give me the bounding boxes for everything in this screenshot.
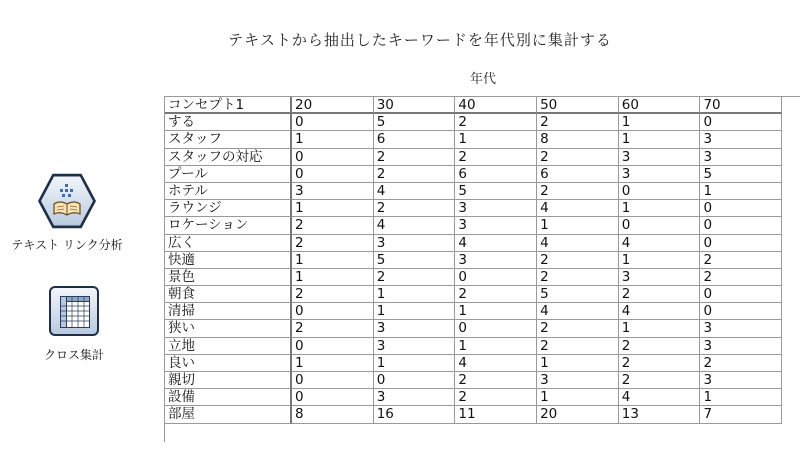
value-cell: 6 [374,131,456,148]
value-cell: 2 [455,149,537,166]
value-cell: 1 [619,252,701,269]
row-header-cell: 設備 [165,389,292,406]
value-cell: 6 [537,166,619,183]
value-cell: 3 [700,149,782,166]
value-cell: 0 [700,200,782,217]
value-cell: 4 [619,235,701,252]
value-cell: 0 [292,389,374,406]
value-cell: 4 [619,389,701,406]
value-cell: 3 [700,338,782,355]
value-cell: 0 [292,303,374,320]
value-cell: 3 [700,372,782,389]
value-cell: 6 [455,166,537,183]
value-cell: 1 [455,131,537,148]
table-row [165,131,782,148]
table-row [165,406,782,423]
value-cell: 3 [700,131,782,148]
value-cell: 3 [537,372,619,389]
value-cell: 1 [700,183,782,200]
row-header-cell: スタッフの対応 [165,149,292,166]
text-link-analysis-icon [38,172,96,230]
value-cell: 2 [619,338,701,355]
value-cell: 0 [292,372,374,389]
value-cell: 2 [700,269,782,286]
value-cell: 1 [292,355,374,372]
value-cell: 1 [619,131,701,148]
value-cell: 4 [619,303,701,320]
value-cell: 2 [537,183,619,200]
value-cell: 3 [455,252,537,269]
table-row [165,389,782,406]
value-cell: 8 [292,406,374,423]
value-cell: 4 [537,200,619,217]
value-cell: 2 [455,389,537,406]
value-cell: 0 [619,217,701,234]
value-cell: 3 [374,235,456,252]
value-cell: 5 [374,114,456,131]
value-cell: 1 [374,303,456,320]
value-cell: 2 [537,252,619,269]
value-cell: 2 [537,149,619,166]
value-cell: 3 [455,217,537,234]
column-header: 60 [619,97,701,114]
table-row [165,183,782,200]
text-link-analysis-label: テキスト リンク分析 [11,238,123,252]
value-cell: 3 [619,269,701,286]
value-cell: 2 [292,320,374,337]
value-cell: 5 [455,183,537,200]
corner-cell: コンセプト1 [165,97,292,114]
value-cell: 2 [537,320,619,337]
column-group-header: 年代 [470,72,497,87]
table-row [165,269,782,286]
value-cell: 0 [700,114,782,131]
row-header-cell: プール [165,166,292,183]
value-cell: 0 [700,235,782,252]
page-title: テキストから抽出したキーワードを年代別に集計する [228,31,612,49]
value-cell: 2 [292,235,374,252]
table-row [165,114,782,131]
value-cell: 4 [537,303,619,320]
row-header-cell: スタッフ [165,131,292,148]
value-cell: 2 [700,252,782,269]
value-cell: 1 [292,131,374,148]
value-cell: 3 [700,320,782,337]
value-cell: 1 [537,355,619,372]
value-cell: 2 [455,286,537,303]
column-header: 20 [292,97,374,114]
value-cell: 0 [292,166,374,183]
row-header-cell: 部屋 [165,406,292,423]
crosstab-node[interactable] [24,286,124,363]
table-row [165,200,782,217]
table-row [165,338,782,355]
value-cell: 13 [619,406,701,423]
row-header-cell: ラウンジ [165,200,292,217]
row-header-cell: 清掃 [165,303,292,320]
table-row [165,166,782,183]
value-cell: 2 [374,166,456,183]
row-header-cell: 良い [165,355,292,372]
value-cell: 8 [537,131,619,148]
row-header-cell: 狭い [165,320,292,337]
row-header-cell: 親切 [165,372,292,389]
row-header-cell: 景色 [165,269,292,286]
value-cell: 1 [292,200,374,217]
row-header-cell: 立地 [165,338,292,355]
column-header: 50 [537,97,619,114]
table-row [165,372,782,389]
value-cell: 1 [374,286,456,303]
value-cell: 3 [619,166,701,183]
value-cell: 2 [537,114,619,131]
row-header-cell: ホテル [165,183,292,200]
value-cell: 4 [455,355,537,372]
value-cell: 7 [700,406,782,423]
table-row [165,217,782,234]
table-row [165,355,782,372]
value-cell: 4 [374,217,456,234]
value-cell: 1 [619,114,701,131]
value-cell: 2 [619,355,701,372]
value-cell: 0 [700,286,782,303]
value-cell: 2 [455,372,537,389]
value-cell: 3 [292,183,374,200]
value-cell: 1 [619,200,701,217]
value-cell: 3 [455,200,537,217]
table-row [165,252,782,269]
row-header-cell: ロケーション [165,217,292,234]
value-cell: 0 [700,303,782,320]
value-cell: 2 [374,269,456,286]
value-cell: 0 [455,269,537,286]
table-header-row [165,97,782,114]
value-cell: 1 [374,355,456,372]
value-cell: 2 [537,338,619,355]
value-cell: 2 [700,355,782,372]
value-cell: 1 [700,389,782,406]
value-cell: 4 [455,235,537,252]
value-cell: 4 [374,183,456,200]
value-cell: 20 [537,406,619,423]
value-cell: 4 [537,235,619,252]
value-cell: 2 [619,372,701,389]
value-cell: 2 [619,286,701,303]
text-link-analysis-node[interactable] [4,172,130,253]
value-cell: 1 [292,252,374,269]
value-cell: 3 [619,149,701,166]
column-header: 70 [700,97,782,114]
value-cell: 2 [374,149,456,166]
value-cell: 5 [700,166,782,183]
column-header: 40 [455,97,537,114]
row-header-cell: する [165,114,292,131]
row-header-cell: 朝食 [165,286,292,303]
crosstab-table [164,96,800,442]
value-cell: 5 [537,286,619,303]
value-cell: 5 [374,252,456,269]
value-cell: 11 [455,406,537,423]
value-cell: 2 [537,269,619,286]
row-header-cell: 広く [165,235,292,252]
value-cell: 2 [455,114,537,131]
value-cell: 1 [455,338,537,355]
value-cell: 0 [700,217,782,234]
value-cell: 3 [374,389,456,406]
table-row [165,149,782,166]
value-cell: 1 [537,389,619,406]
value-cell: 0 [292,338,374,355]
value-cell: 0 [374,372,456,389]
value-cell: 0 [292,114,374,131]
crosstab-label: クロス集計 [43,348,104,362]
value-cell: 1 [455,303,537,320]
column-header: 30 [374,97,456,114]
value-cell: 2 [292,217,374,234]
row-header-cell: 快適 [165,252,292,269]
crosstab-icon [49,286,99,336]
table-row [165,320,782,337]
table-row [165,303,782,320]
value-cell: 1 [292,269,374,286]
value-cell: 0 [292,149,374,166]
value-cell: 2 [374,200,456,217]
value-cell: 1 [537,217,619,234]
value-cell: 0 [619,183,701,200]
value-cell: 2 [292,286,374,303]
table-row [165,286,782,303]
value-cell: 3 [374,320,456,337]
value-cell: 3 [374,338,456,355]
value-cell: 16 [374,406,456,423]
value-cell: 0 [455,320,537,337]
value-cell: 1 [619,320,701,337]
table-row [165,235,782,252]
